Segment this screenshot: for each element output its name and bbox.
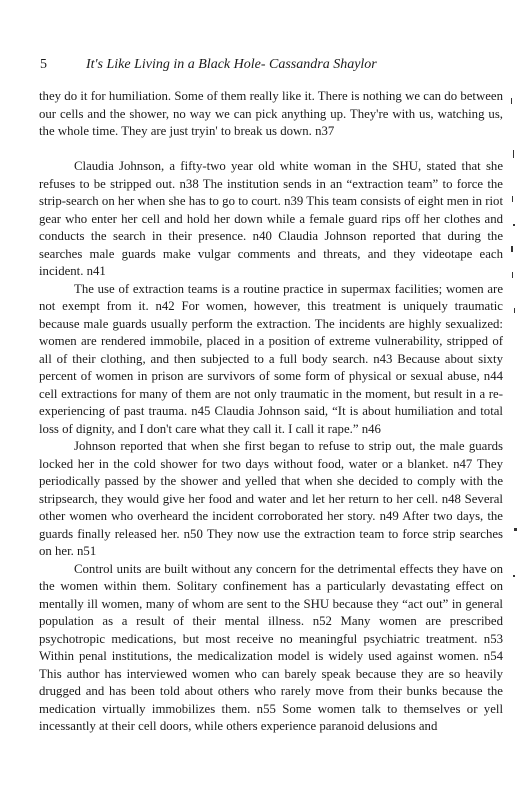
- body-text: [39, 88, 503, 736]
- page-number: 5: [40, 57, 47, 72]
- paragraph-cold-shower: Johnson reported that when she first began to refuse to strip out, the male guards locked her in the cold shower for two days without food, water or a blanket. n47 They periodically passed by the shower and yelled that when she decided to comply with the stripsearch, they would give her food and water and let her return to her cell. n48 Several other women who overheard the incident corroborated her story. n49 After two days, the guards finally released her. n50 They now use the extraction team to force strip searches on her. n51: [39, 439, 503, 558]
- scan-speck: [512, 196, 513, 202]
- scan-speck: [513, 150, 514, 158]
- scan-speck: [513, 224, 515, 226]
- running-header: [40, 57, 510, 73]
- scan-speck: [511, 98, 512, 104]
- scan-speck: [514, 308, 515, 313]
- paragraph-quote-end: they do it for humiliation. Some of them really like it. There is nothing we can do between our cells and the shower, no way we can pick anything up. They're with us, watching us, the whole time. They are just tryin' to break us down. n37: [39, 89, 503, 138]
- paragraph-control-units: Control units are built without any concern for the detrimental effects they have on the women within them. Solitary confinement has a particularly devastating effect on mentally ill women, many of whom are sent to the SHU because they “act out” in general population as a result of their mental illness. n52 Many women are prescribed psychotropic medications, but most receive no meaningful psychiatric treatment. n53 Within penal institutions, the medicalization model is widely used against women. n54 This author has interviewed women who can barely speak because they are so heavily drugged and has been told about others who rarely move from their bunks because the medication virtually immobilizes them. n55 Some women talk to themselves or yell incessantly at their cell doors, while others experience paranoid delusions and: [39, 561, 503, 733]
- scan-speck: [513, 575, 515, 577]
- running-title: It's Like Living in a Black Hole- Cassandra Shaylor: [86, 57, 377, 72]
- scan-speck: [514, 528, 517, 531]
- scan-speck: [512, 272, 513, 278]
- paragraph-extraction-teams: The use of extraction teams is a routine practice in supermax facilities; women are not exempt from it. n42 For women, however, this treatment is uniquely traumatic because male guards usually perform the extraction. The incidents are highly sexualized: women are rendered immobile, placed in a position of extreme vulnerability, stripped of all of their clothing, and then subjected to a full body search. n43 Because about sixty percent of women in prison are survivors of some form of physical or sexual abuse, n44 cell extractions for many of them are not only traumatic in the moment, but result in a re-experiencing of past trauma. n45 Claudia Johnson said, “It is about humiliation and total loss of dignity, and I don't care what they call it. I call it rape.” n46: [39, 281, 503, 436]
- scan-speck: [511, 246, 513, 252]
- paragraph-claudia-johnson: Claudia Johnson, a fifty-two year old white woman in the SHU, stated that she refuses to be stripped out. n38 The institution sends in an “extraction team” to force the strip-search on her when she has to go to court. n39 This team consists of eight men in riot gear who enter her cell and hold her down while a female guard rips off her clothes and conducts the search in their presence. n40 Claudia Johnson reported that during the searches male guards make vulgar comments and threats, and they videotape each incident. n41: [39, 159, 503, 278]
